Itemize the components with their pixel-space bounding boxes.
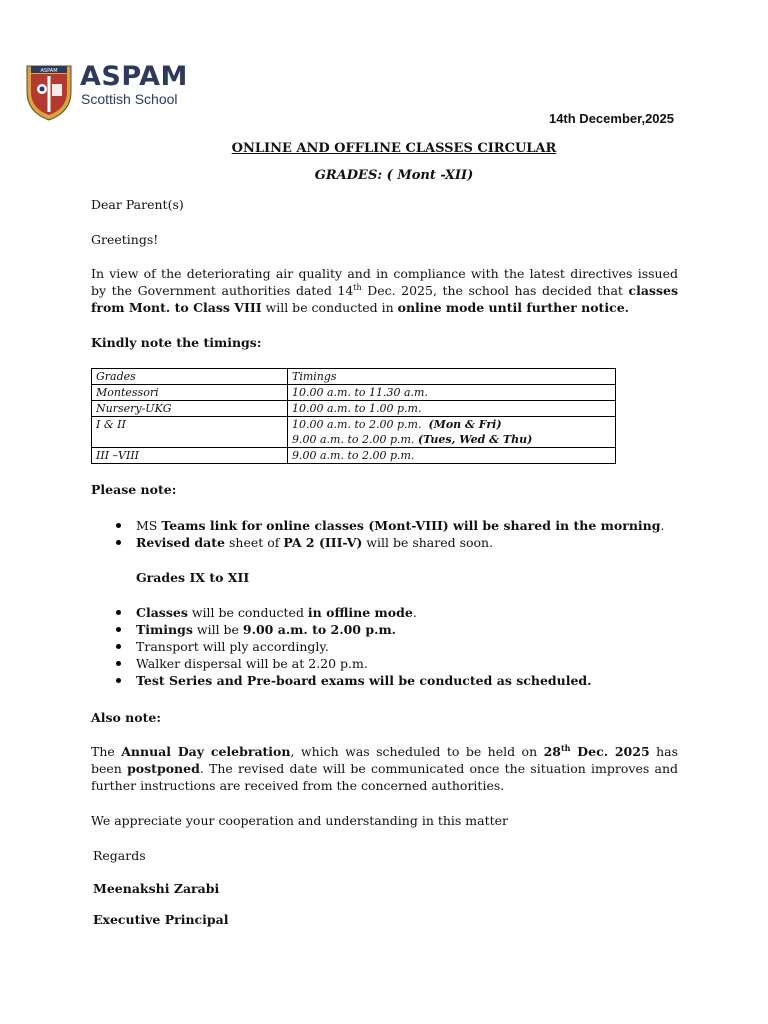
grades-ix-xii-heading: Grades IX to XII [136, 570, 250, 585]
please-note-heading: Please note: [91, 482, 177, 497]
list-item: MS Teams link for online classes (Mont-VIII) will be shared in the morning. [136, 518, 665, 533]
grade-cell: Montessori [92, 385, 288, 401]
list-item: Transport will ply accordingly. [136, 638, 592, 655]
annual-day-paragraph: The Annual Day celebration, which was scheduled to be held on 28th Dec. 2025 has been postponed. The revised date will be communicated once the situation improves and further instructions are received from the concerned authorities. [91, 742, 679, 793]
table-row [92, 448, 616, 464]
salutation: Dear Parent(s) [91, 197, 184, 212]
timing-cell: 10.00 a.m. to 11.30 a.m. [288, 385, 616, 401]
signatory-designation: Executive Principal [93, 912, 229, 927]
crest-text: ASPAM [40, 68, 58, 74]
circular-date: 14th December,2025 [548, 111, 674, 126]
list-item: Classes will be conducted in offline mode. [136, 604, 592, 621]
table-row [92, 385, 616, 401]
grade-bullet-list [136, 604, 592, 689]
timings-table [91, 368, 616, 464]
list-item: Walker dispersal will be at 2.20 p.m. [136, 655, 592, 672]
table-header-cell: Timings [288, 369, 616, 385]
timing-cell: 10.00 a.m. to 1.00 p.m. [288, 401, 616, 417]
timings-heading: Kindly note the timings: [91, 335, 262, 350]
appreciation-line: We appreciate your cooperation and understanding in this matter [91, 813, 509, 828]
school-name: ASPAM [80, 61, 188, 92]
also-note-heading: Also note: [91, 710, 161, 725]
list-item: Revised date sheet of PA 2 (III-V) will be shared soon. [136, 534, 664, 551]
timing-cell: 10.00 a.m. to 2.00 p.m. (Mon & Fri) 9.00 a.m. to 2.00 p.m. (Tues, Wed & Thu) [288, 417, 616, 448]
greeting: Greetings! [91, 232, 159, 247]
timing-cell: 9.00 a.m. to 2.00 p.m. [288, 448, 616, 464]
grade-cell: Nursery-UKG [92, 401, 288, 417]
regards: Regards [93, 848, 146, 863]
signatory-name: Meenakshi Zarabi [93, 881, 220, 896]
grade-cell: III –VIII [92, 448, 288, 464]
list-item: Test Series and Pre-board exams will be conducted as scheduled. [136, 673, 592, 688]
table-header-row [92, 369, 616, 385]
table-header-cell: Grades [92, 369, 288, 385]
list-item: Timings will be 9.00 a.m. to 2.00 p.m. [136, 621, 592, 638]
intro-paragraph: In view of the deteriorating air quality and in compliance with the latest directives issued by the Government authorities dated 14th Dec. 2025, the school has decided that classes from Mont. to Class VIII will be conducted in online mode until further notice. [91, 266, 678, 315]
table-row [92, 417, 616, 448]
table-row [92, 401, 616, 417]
circular-title: ONLINE AND OFFLINE CLASSES CIRCULAR [231, 141, 557, 156]
circular-subtitle: GRADES: ( Mont -XII) [314, 168, 474, 183]
school-subtitle: Scottish School [81, 91, 178, 107]
school-crest-icon [24, 62, 74, 122]
grade-cell: I & II [92, 417, 288, 448]
school-logo [24, 62, 188, 122]
note-bullet-list [136, 517, 664, 551]
